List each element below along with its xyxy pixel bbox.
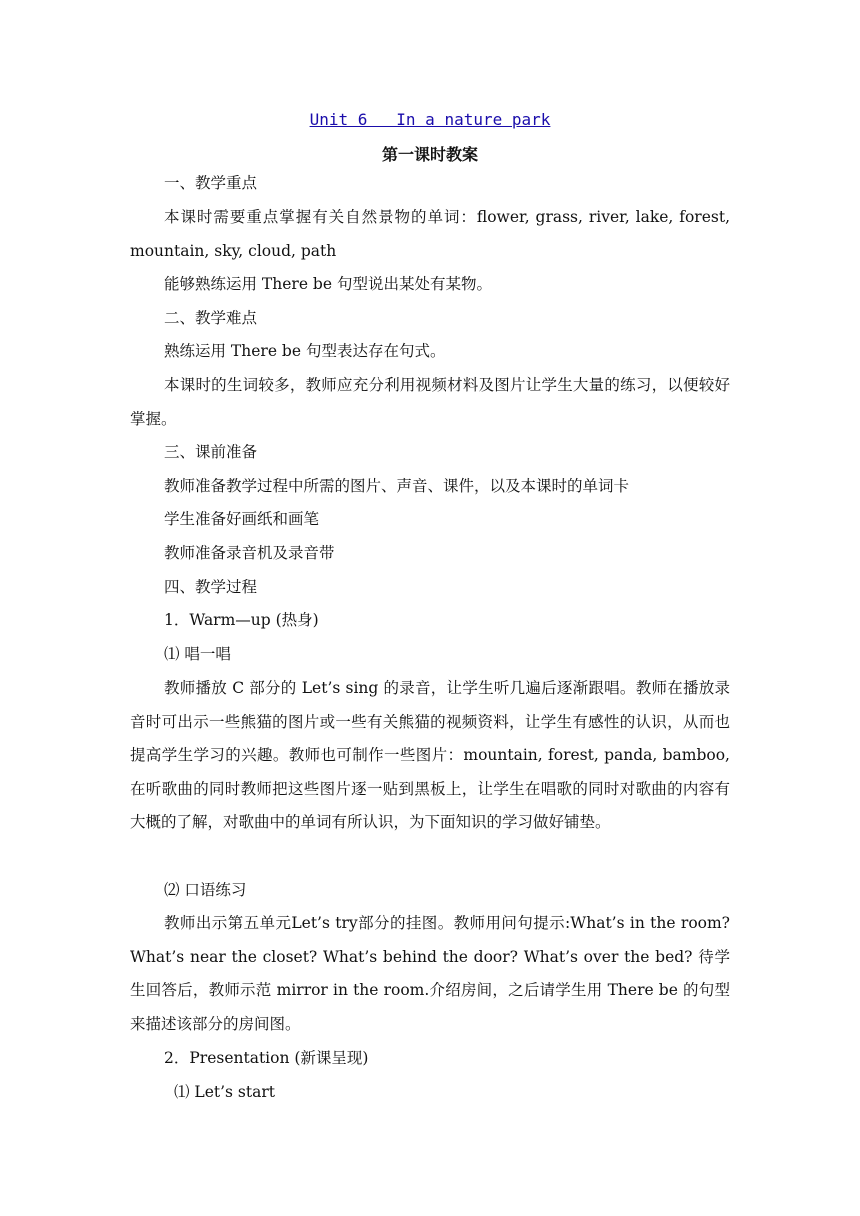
- paragraph-existence: 熟练运用 There be 句型表达存在句式。: [164, 342, 446, 360]
- paragraph-vocabulary: 本课时需要重点掌握有关自然景物的单词：flower, grass, river, lake, forest, mountain, sky, cloud, path: [130, 208, 730, 260]
- substep-sing: ⑴ 唱一唱: [164, 645, 231, 663]
- paragraph-recorder-prep: 教师准备录音机及录音带: [164, 544, 335, 562]
- substep-lets-start: ⑴ Let’s start: [174, 1083, 275, 1101]
- paragraph-teacher-prep: 教师准备教学过程中所需的图片、声音、课件，以及本课时的单词卡: [164, 477, 630, 495]
- document-title[interactable]: Unit 6 In a nature park: [309, 110, 551, 129]
- paragraph-sing-activity: 教师播放 C 部分的 Let’s sing 的录音，让学生听几遍后逐渐跟唱。教师在播放录音时可出示一些熊猫的图片或一些有关熊猫的视频资料，让学生有感性的认识，从而也提高学生学习的兴趣。教师也可制作一些图片：mountain, forest, panda, bamboo,在听歌曲的同时教师把这些图片逐一贴到黑板上，让学生在唱歌的同时对歌曲的内容有大概的了解，对歌曲中的单词有所认识，为下面知识的学习做好铺垫。: [130, 679, 730, 832]
- paragraph-student-prep: 学生准备好画纸和画笔: [164, 510, 320, 528]
- section-heading-difficulties: 二、教学难点: [164, 309, 258, 327]
- document-subtitle: 第一课时教案: [381, 145, 478, 164]
- paragraph-new-words: 本课时的生词较多，教师应充分利用视频材料及图片让学生大量的练习，以便较好掌握。: [130, 376, 730, 428]
- section-heading-preparation: 三、课前准备: [164, 443, 258, 461]
- section-heading-process: 四、教学过程: [164, 578, 258, 596]
- substep-oral-practice: ⑵ 口语练习: [164, 881, 247, 899]
- step-warm-up: 1．Warm—up (热身): [164, 611, 319, 629]
- section-heading-key-points: 一、教学重点: [164, 174, 258, 192]
- paragraph-oral-activity: 教师出示第五单元Let’s try部分的挂图。教师用问句提示:What’s in the room? What’s near the closet? What’s behind the door? What’s over the bed? 待学生回答后，教师示范 mirror in the room.介绍房间，之后请学生用 There be 的句型来描述该部分的房间图。: [130, 914, 730, 1033]
- step-presentation: 2．Presentation (新课呈现): [164, 1049, 369, 1067]
- paragraph-there-be: 能够熟练运用 There be 句型说出某处有某物。: [164, 275, 492, 293]
